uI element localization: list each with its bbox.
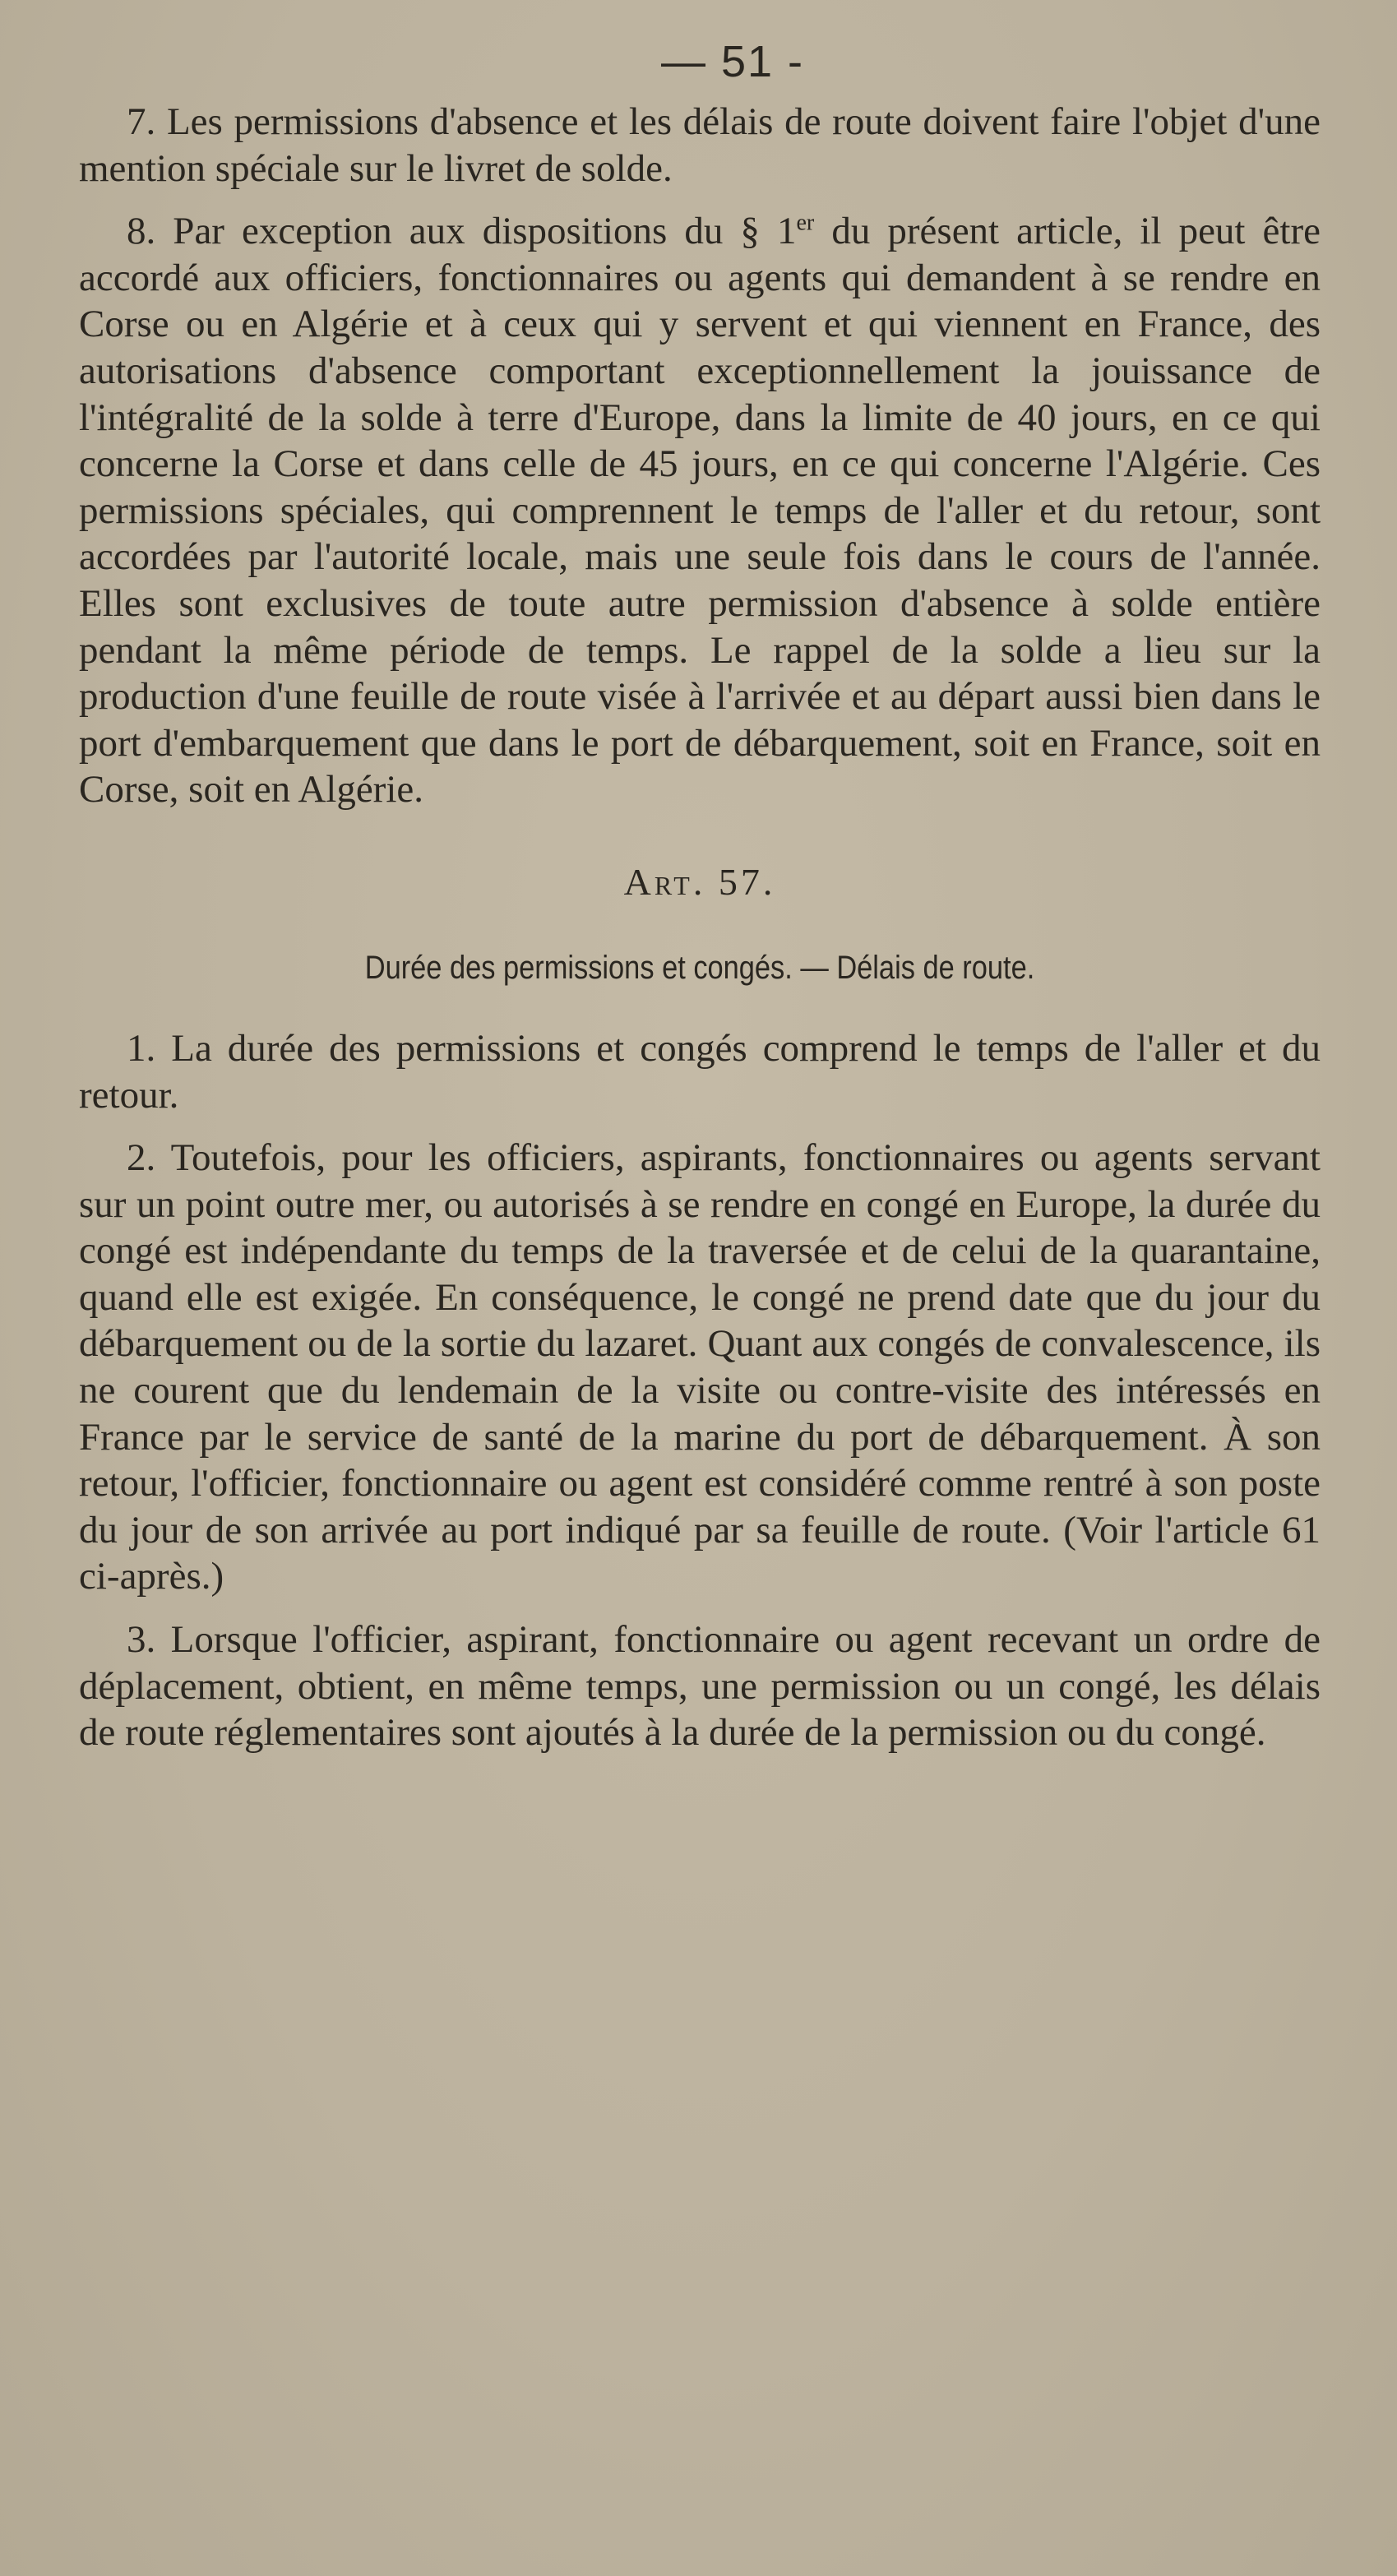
page-number: — 51 - — [660, 37, 805, 86]
paragraph-7: 7. Les permissions d'absence et les délais de route doivent faire l'objet d'une mention spéciale sur le livret de solde. — [79, 100, 1321, 190]
paragraph-8-start: 8. Par exception aux dispositions du § 1 — [127, 210, 797, 253]
article-heading: Art. 57. — [623, 860, 776, 903]
paragraph-8-superscript: er — [796, 210, 815, 236]
document-page — [79, 33, 1321, 1756]
article-paragraph-3: 3. Lorsque l'officier, aspirant, fonctionnaire ou agent recevant un ordre de déplacement, obtient, en même temps, une permission ou un congé, les délais de route réglementaires sont ajoutés à la durée de la permission ou du congé. — [79, 1618, 1321, 1755]
article-paragraph-2: 2. Toutefois, pour les officiers, aspirants, fonctionnaires ou agents servant sur un point outre mer, ou autorisés à se rendre en congé en Europe, la durée du congé est indépendante du temps de la traversée et de celui de la quarantaine, quand elle est exigée. En conséquence, le congé ne prend date que du jour du débarquement ou de la sortie du lazaret. Quant aux congés de convalescence, ils ne courent que du lendemain de la visite ou contre-visite des intéressés en France par le service de santé de la marine du port de débarquement. À son retour, l'officier, fonctionnaire ou agent est considéré comme rentré à son poste du jour de son arrivée au port indiqué par sa feuille de route. (Voir l'article 61 ci-après.) — [79, 1136, 1321, 1598]
article-paragraph-1: 1. La durée des permissions et congés comprend le temps de l'aller et du retour. — [79, 1026, 1321, 1117]
paragraph-8-rest: du présent article, il peut être accordé aux officiers, fonctionnaires ou agents qui demandent à se rendre en Corse ou en Algérie et à ceux qui y servent et qui viennent en France, des autorisations d'absence comportant exceptionnellement la jouissance de l'intégralité de la solde à terre d'Europe, dans la limite de 40 jours, en ce qui concerne la Corse et dans celle de 45 jours, en ce qui concerne l'Algérie. Ces permissions spéciales, qui comprennent le temps de l'aller et du retour, sont accordées par l'autorité locale, mais une seule fois dans le cours de l'année. Elles sont exclusives de toute autre permission d'absence à solde entière pendant la même période de temps. Le rappel de la solde a lieu sur la production d'une feuille de route visée à l'arrivée et au départ aussi bien dans le port d'embarquement que dans le port de débarquement, soit en France, soit en Corse, soit en Algérie. — [79, 210, 1321, 812]
paragraph-8 — [79, 208, 1321, 813]
article-subtitle: Durée des permissions et congés. — Délais de route. — [364, 949, 1035, 986]
